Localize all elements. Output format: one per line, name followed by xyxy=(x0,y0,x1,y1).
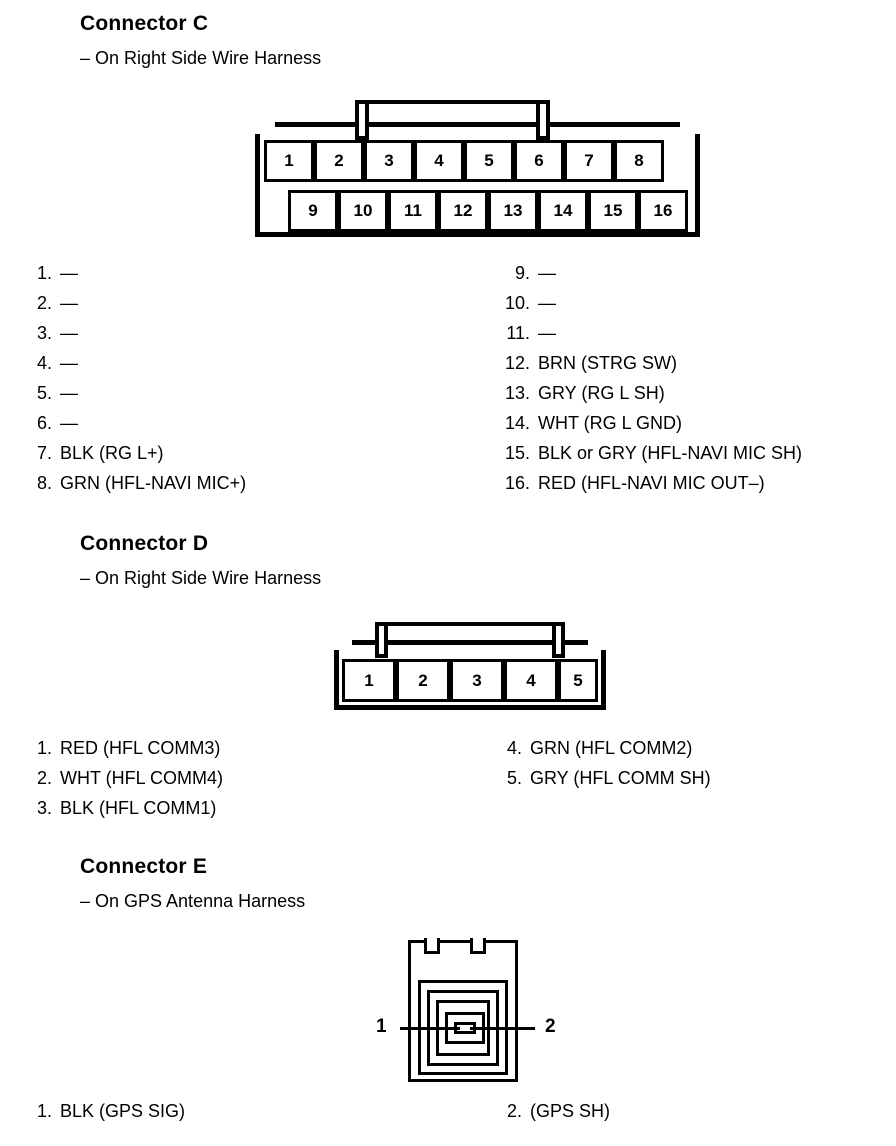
list-item: 14. WHT (RG L GND) xyxy=(504,413,682,433)
connector-e-left-list xyxy=(26,1096,185,1126)
connector-c-pin-11: 11 xyxy=(388,190,438,232)
list-item: 9. — xyxy=(514,263,556,283)
connector-c-pin-9: 9 xyxy=(288,190,338,232)
connector-c-latch-left-post xyxy=(355,100,369,140)
connector-c-notch-left xyxy=(255,122,275,134)
connector-e-pin-2-label: 2 xyxy=(545,1016,556,1037)
connector-c-pin-7: 7 xyxy=(564,140,614,182)
connector-d-pin-2: 2 xyxy=(396,659,450,702)
list-item: 3. — xyxy=(36,323,78,343)
connector-c-left-list xyxy=(26,258,246,498)
connector-c-pin-4: 4 xyxy=(414,140,464,182)
list-item: 4. GRN (HFL COMM2) xyxy=(506,738,693,758)
connector-e-title: Connector E xyxy=(80,855,208,878)
connector-d-latch-left-post xyxy=(375,622,388,658)
list-item: 13. GRY (RG L SH) xyxy=(504,383,665,403)
connector-c-pin-3: 3 xyxy=(364,140,414,182)
list-item: 7. BLK (RG L+) xyxy=(36,443,164,463)
connector-d-right-list xyxy=(496,733,711,793)
connector-e-right-list xyxy=(496,1096,610,1126)
connector-c-right-list xyxy=(496,258,802,498)
connector-c-pin-14: 14 xyxy=(538,190,588,232)
connector-c-latch-right-post xyxy=(536,100,550,140)
connector-c-pin-6: 6 xyxy=(514,140,564,182)
list-item: 5. — xyxy=(36,383,78,403)
connector-d-subtitle: – On Right Side Wire Harness xyxy=(80,568,322,588)
connector-e-top-notch-right xyxy=(470,938,486,954)
list-item: 5. GRY (HFL COMM SH) xyxy=(506,768,711,788)
list-item: 8. GRN (HFL-NAVI MIC+) xyxy=(36,473,247,493)
list-item: 1. RED (HFL COMM3) xyxy=(36,738,221,758)
list-item: 6. — xyxy=(36,413,78,433)
connector-e-leader-left xyxy=(400,1027,460,1030)
connector-d-pin-4: 4 xyxy=(504,659,558,702)
connector-d-left-list xyxy=(26,733,223,823)
connector-d-latch-right-post xyxy=(552,622,565,658)
connector-d-title: Connector D xyxy=(80,532,209,555)
list-item: 1. BLK (GPS SIG) xyxy=(36,1101,186,1121)
connector-e-subtitle: – On GPS Antenna Harness xyxy=(80,891,306,911)
connector-d-latch xyxy=(375,622,565,644)
list-item: 2. (GPS SH) xyxy=(506,1101,611,1121)
connector-e-pin-1-label: 1 xyxy=(376,1016,387,1037)
connector-c-subtitle: – On Right Side Wire Harness xyxy=(80,48,322,68)
connector-c-pin-5: 5 xyxy=(464,140,514,182)
connector-c-pin-2: 2 xyxy=(314,140,364,182)
connector-e-leader-right xyxy=(470,1027,535,1030)
connector-c-title: Connector C xyxy=(80,12,209,35)
connector-c-pin-1: 1 xyxy=(264,140,314,182)
list-item: 1. — xyxy=(36,263,78,283)
connector-c-pin-16: 16 xyxy=(638,190,688,232)
connector-d-pin-5: 5 xyxy=(558,659,598,702)
connector-d-pin-3: 3 xyxy=(450,659,504,702)
connector-c-pin-15: 15 xyxy=(588,190,638,232)
list-item: 2. — xyxy=(36,293,78,313)
connector-c-pin-12: 12 xyxy=(438,190,488,232)
connector-d-pin-1: 1 xyxy=(342,659,396,702)
list-item: 15. BLK or GRY (HFL-NAVI MIC SH) xyxy=(504,443,803,463)
list-item: 3. BLK (HFL COMM1) xyxy=(36,798,217,818)
list-item: 2. WHT (HFL COMM4) xyxy=(36,768,223,788)
list-item: 11. — xyxy=(506,323,556,343)
connector-e-top-notch-left xyxy=(424,938,440,954)
list-item: 4. — xyxy=(36,353,78,373)
connector-c-latch xyxy=(355,100,550,126)
connector-c-pin-10: 10 xyxy=(338,190,388,232)
connector-c-notch-right xyxy=(680,122,700,134)
connector-c-pin-13: 13 xyxy=(488,190,538,232)
list-item: 10. — xyxy=(504,293,556,313)
list-item: 16. RED (HFL-NAVI MIC OUT–) xyxy=(504,473,765,493)
connector-d-notch-right xyxy=(588,640,606,650)
list-item: 12. BRN (STRG SW) xyxy=(504,353,677,373)
connector-d-notch-left xyxy=(334,640,352,650)
connector-c-pin-8: 8 xyxy=(614,140,664,182)
